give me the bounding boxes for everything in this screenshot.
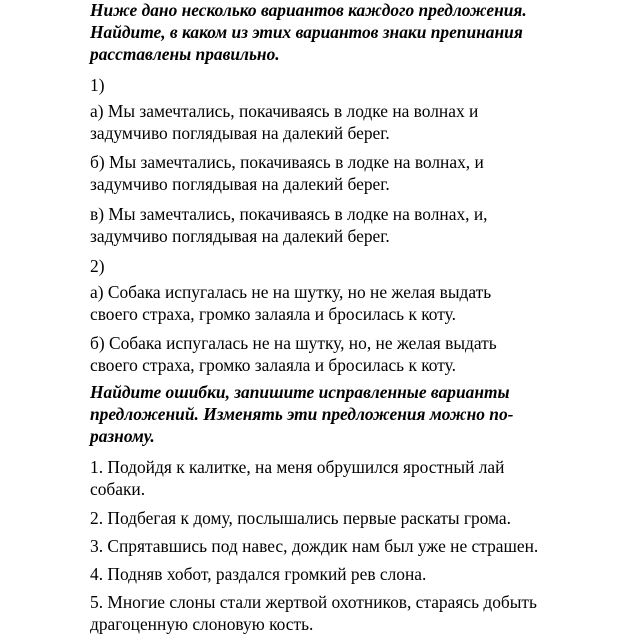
- task2-line: предложений. Изменять эти предложения можно по-: [90, 404, 514, 424]
- option-line: задумчиво поглядывая на далекий берег.: [90, 174, 390, 194]
- sentence-line: 5. Многие слоны стали жертвой охотников, стараясь добыть: [90, 592, 537, 612]
- option-line: своего страха, громко залаяла и бросилась к коту.: [90, 304, 456, 324]
- group2-number: 2): [90, 256, 105, 276]
- task1-line: расставлены правильно.: [90, 44, 280, 64]
- sentence-line: 2. Подбегая к дому, послышались первые раскаты грома.: [90, 508, 511, 528]
- task2-line: Найдите ошибки, запишите исправленные варианты: [90, 382, 510, 402]
- option-line: задумчиво поглядывая на далекий берег.: [90, 226, 390, 246]
- task1-line: Ниже дано несколько вариантов каждого предложения.: [90, 0, 527, 20]
- group1-number: 1): [90, 75, 105, 95]
- sentence-line: драгоценную слоновую кость.: [90, 614, 314, 634]
- option-line: задумчиво поглядывая на далекий берег.: [90, 123, 390, 143]
- sentence-line: собаки.: [90, 479, 146, 499]
- sentence-line: 3. Спрятавшись под навес, дождик нам был уже не страшен.: [90, 536, 539, 556]
- task1-line: Найдите, в каком из этих вариантов знаки препинания: [90, 22, 523, 42]
- option-line: б) Собака испугалась не на шутку, но, не желая выдать: [90, 333, 497, 353]
- option-line: б) Мы замечтались, покачиваясь в лодке на волнах, и: [90, 152, 484, 172]
- option-line: а) Собака испугалась не на шутку, но не желая выдать: [90, 282, 492, 302]
- option-line: а) Мы замечтались, покачиваясь в лодке на волнах и: [90, 101, 479, 121]
- option-line: в) Мы замечтались, покачиваясь в лодке на волнах, и,: [90, 204, 488, 224]
- option-line: своего страха, громко залаяла и бросилась к коту.: [90, 355, 456, 375]
- sentence-line: 1. Подойдя к калитке, на меня обрушился яростный лай: [90, 457, 505, 477]
- sentence-line: 4. Подняв хобот, раздался громкий рев слона.: [90, 564, 427, 584]
- task2-line: разному.: [90, 426, 155, 446]
